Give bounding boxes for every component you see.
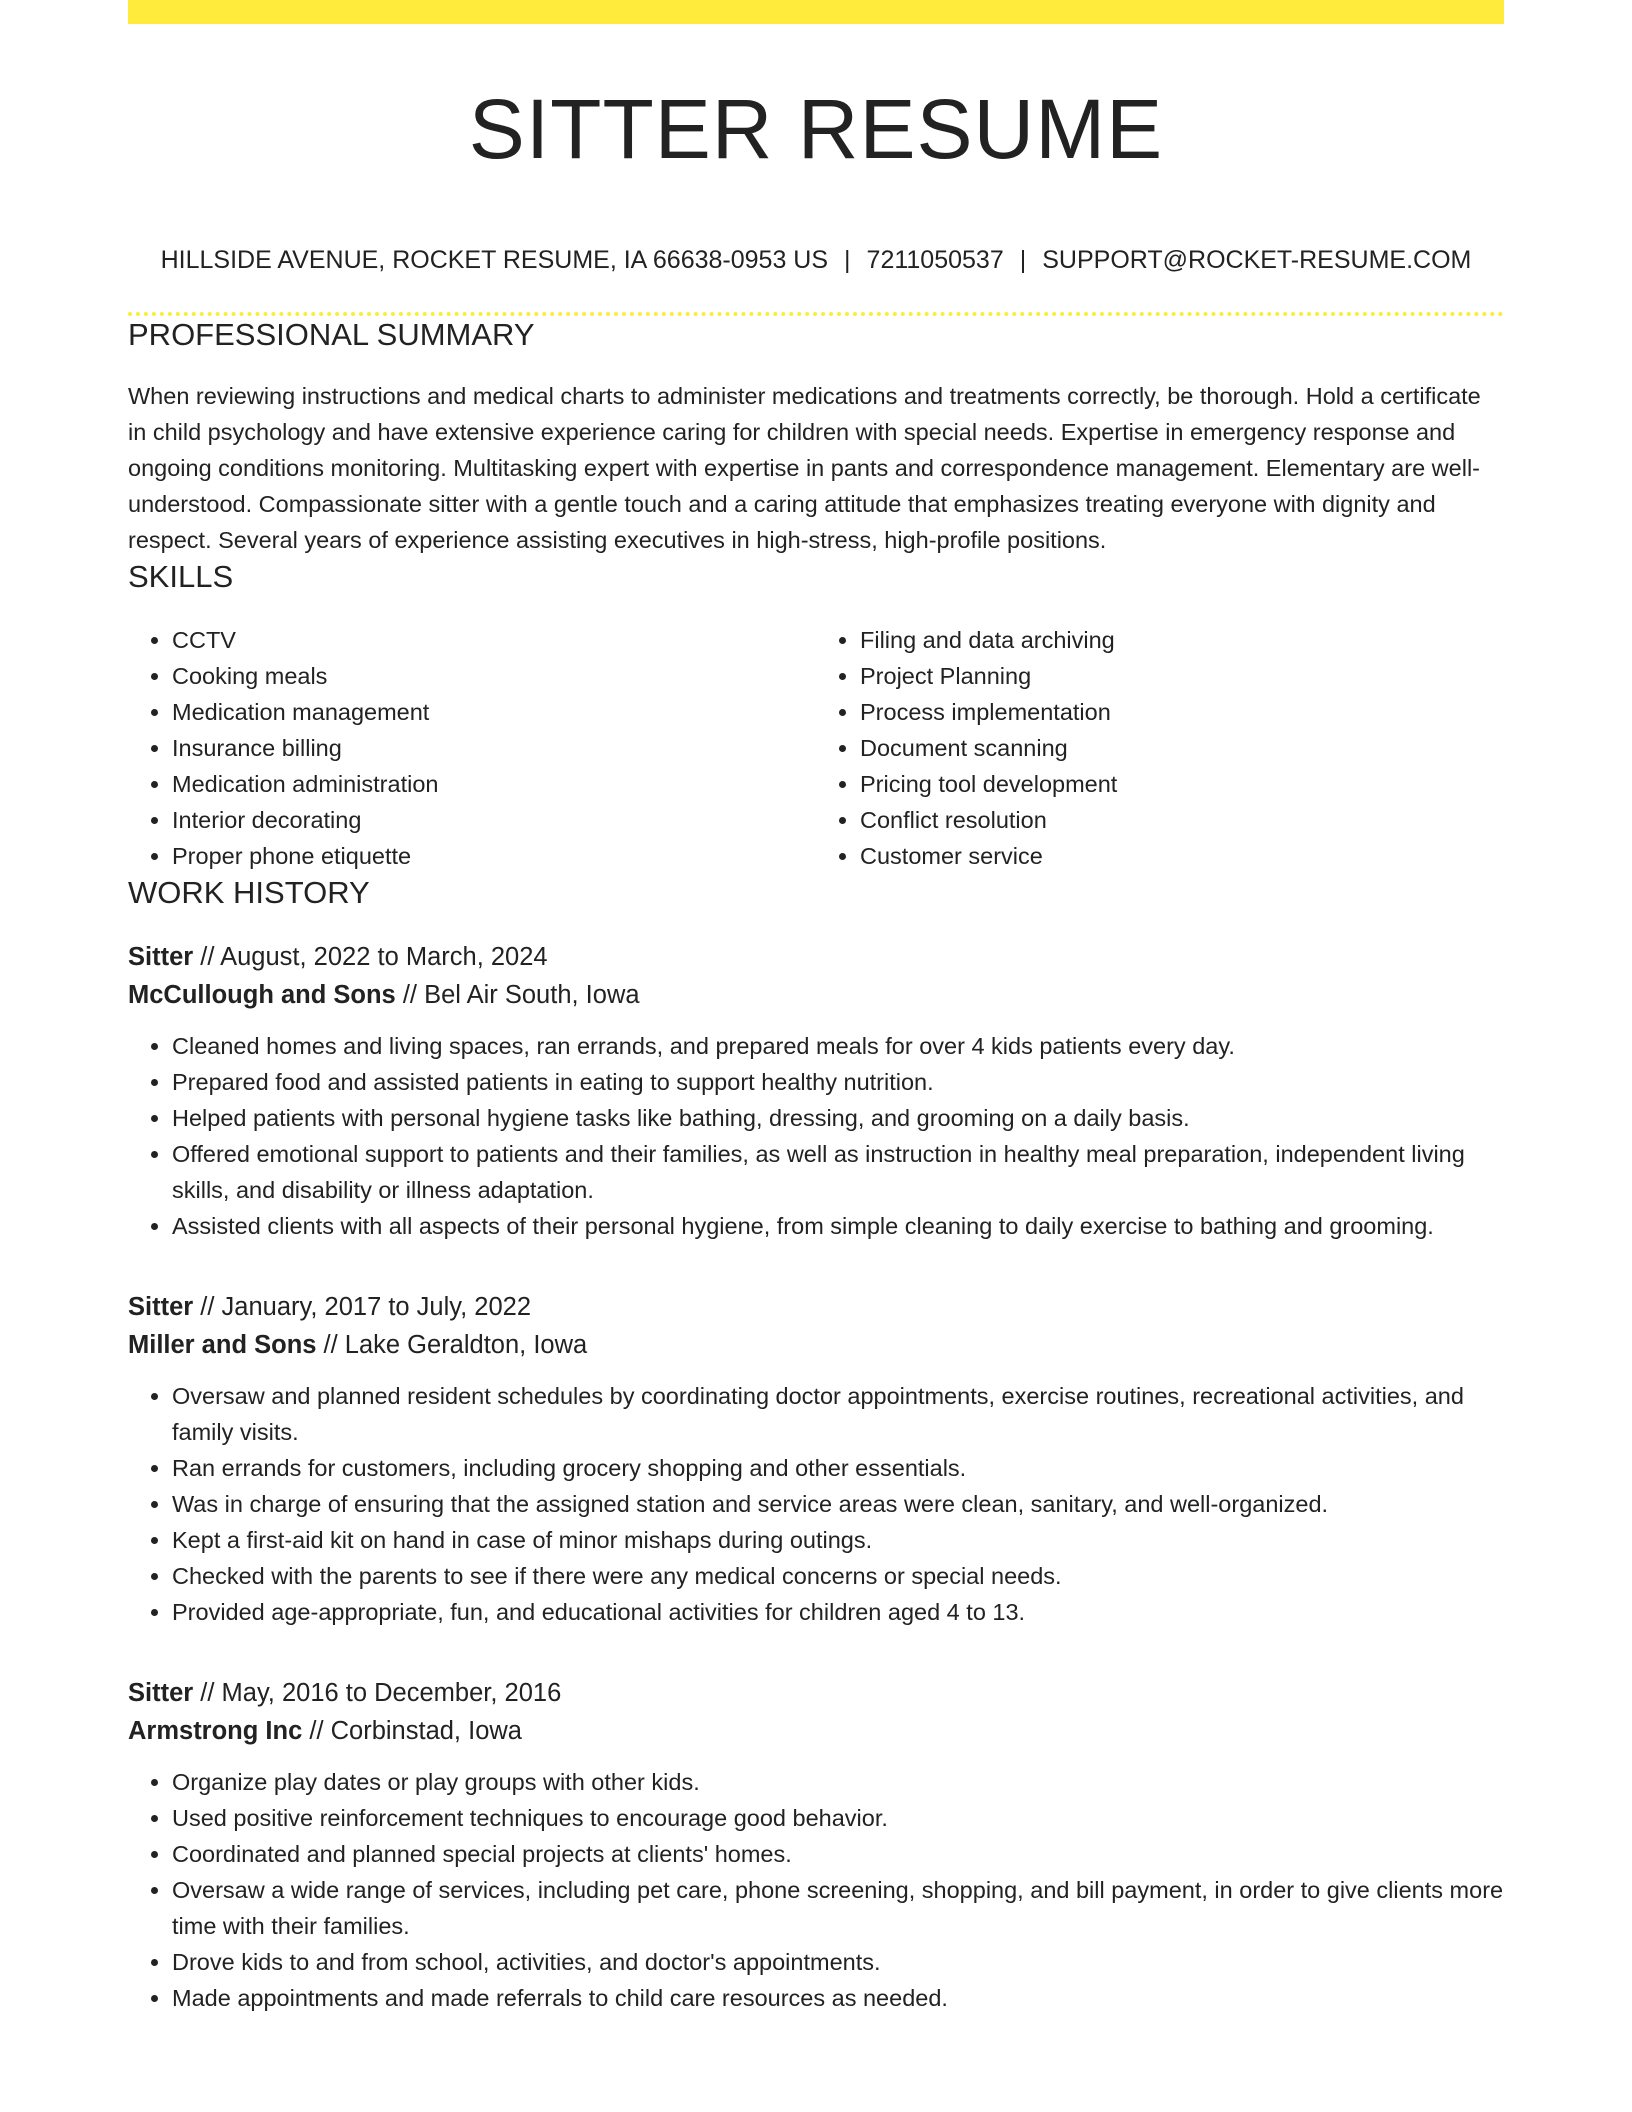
skill-item: • Filing and data archiving bbox=[860, 622, 1504, 658]
job-company: McCullough and Sons bbox=[128, 981, 396, 1009]
skill-item: • Medication administration bbox=[172, 766, 816, 802]
job-bullet: • Assisted clients with all aspects of their personal hygiene, from simple cleaning to daily exercise to bathing and grooming. bbox=[172, 1208, 1504, 1244]
job-entry bbox=[128, 1288, 1504, 1630]
job-location: // Corbinstad, Iowa bbox=[302, 1717, 522, 1745]
job-bullet: • Checked with the parents to see if there were any medical concerns or special needs. bbox=[172, 1558, 1504, 1594]
job-company: Miller and Sons bbox=[128, 1331, 317, 1359]
address: HILLSIDE AVENUE, ROCKET RESUME, IA 66638-0953 US bbox=[160, 246, 829, 274]
skill-item: • Proper phone etiquette bbox=[172, 838, 816, 874]
job-location: // Lake Geraldton, Iowa bbox=[316, 1331, 588, 1359]
summary-heading: PROFESSIONAL SUMMARY bbox=[128, 317, 535, 352]
skill-item: • Medication management bbox=[172, 694, 816, 730]
email: SUPPORT@ROCKET-RESUME.COM bbox=[1042, 246, 1472, 274]
job-company-line bbox=[128, 1326, 1504, 1364]
job-bullet: • Provided age-appropriate, fun, and educational activities for children aged 4 to 13. bbox=[172, 1594, 1504, 1630]
skill-item: • Process implementation bbox=[860, 694, 1504, 730]
skills-heading: SKILLS bbox=[128, 559, 234, 594]
job-bullets bbox=[128, 1378, 1504, 1630]
job-bullet: • Cleaned homes and living spaces, ran errands, and prepared meals for over 4 kids patients every day. bbox=[172, 1028, 1504, 1064]
job-company: Armstrong Inc bbox=[128, 1717, 303, 1745]
resume-title: SITTER RESUME bbox=[468, 82, 1164, 176]
job-location: // Bel Air South, Iowa bbox=[395, 981, 640, 1009]
job-bullets bbox=[128, 1764, 1504, 2016]
job-bullet: • Oversaw and planned resident schedules by coordinating doctor appointments, exercise routines, recreational activities, and family visits. bbox=[172, 1378, 1504, 1450]
skill-item: • Insurance billing bbox=[172, 730, 816, 766]
job-company-line bbox=[128, 976, 1504, 1014]
job-entry bbox=[128, 1674, 1504, 2016]
job-title-line bbox=[128, 1288, 1504, 1326]
summary-text: When reviewing instructions and medical charts to administer medications and treatments correctly, be thorough. Hold a certificate in child psychology and have extensive experience caring for children with special needs. Expertise in emergency response and ongoing conditions monitoring. Multitasking expert with expertise in pants and correspondence management. Elementary are well-understood. Compassionate sitter with a gentle touch and a caring attitude that emphasizes treating everyone with dignity and respect. Several years of experience assisting executives in high-stress, high-profile positions. bbox=[128, 383, 1481, 553]
skill-item: • CCTV bbox=[172, 622, 816, 658]
skills-list-left bbox=[128, 622, 816, 874]
job-dates: // May, 2016 to December, 2016 bbox=[193, 1679, 562, 1707]
skills-columns bbox=[128, 622, 1504, 874]
job-bullet: • Made appointments and made referrals to child care resources as needed. bbox=[172, 1980, 1504, 2016]
separator: | bbox=[844, 246, 851, 274]
job-bullet: • Organize play dates or play groups with other kids. bbox=[172, 1764, 1504, 1800]
job-bullet: • Kept a first-aid kit on hand in case of minor mishaps during outings. bbox=[172, 1522, 1504, 1558]
job-dates: // January, 2017 to July, 2022 bbox=[193, 1293, 532, 1321]
job-bullet: • Coordinated and planned special projects at clients' homes. bbox=[172, 1836, 1504, 1872]
job-bullet: • Ran errands for customers, including grocery shopping and other essentials. bbox=[172, 1450, 1504, 1486]
job-title: Sitter bbox=[128, 1293, 194, 1321]
skill-item: • Cooking meals bbox=[172, 658, 816, 694]
job-dates: // August, 2022 to March, 2024 bbox=[193, 943, 548, 971]
job-title: Sitter bbox=[128, 1679, 194, 1707]
job-company-line bbox=[128, 1712, 1504, 1750]
job-title-line bbox=[128, 938, 1504, 976]
job-bullet: • Prepared food and assisted patients in eating to support healthy nutrition. bbox=[172, 1064, 1504, 1100]
job-title-line bbox=[128, 1674, 1504, 1712]
skill-item: • Project Planning bbox=[860, 658, 1504, 694]
contact-line bbox=[128, 244, 1504, 276]
skill-item: • Document scanning bbox=[860, 730, 1504, 766]
job-entry bbox=[128, 938, 1504, 1244]
job-title: Sitter bbox=[128, 943, 194, 971]
job-bullet: • Drove kids to and from school, activities, and doctor's appointments. bbox=[172, 1944, 1504, 1980]
resume-content bbox=[128, 0, 1504, 2016]
job-bullet: • Was in charge of ensuring that the assigned station and service areas were clean, sanitary, and well-organized. bbox=[172, 1486, 1504, 1522]
job-bullet: • Oversaw a wide range of services, including pet care, phone screening, shopping, and bill payment, in order to give clients more time with their families. bbox=[172, 1872, 1504, 1944]
skill-item: • Conflict resolution bbox=[860, 802, 1504, 838]
separator: | bbox=[1019, 246, 1027, 274]
skill-item: • Customer service bbox=[860, 838, 1504, 874]
skill-item: • Interior decorating bbox=[172, 802, 816, 838]
phone: 7211050537 bbox=[866, 246, 1004, 274]
work-history-heading: WORK HISTORY bbox=[128, 875, 370, 910]
skill-item: • Pricing tool development bbox=[860, 766, 1504, 802]
job-bullet: • Offered emotional support to patients and their families, as well as instruction in healthy meal preparation, independent living skills, and disability or illness adaptation. bbox=[172, 1136, 1504, 1208]
skills-list-right bbox=[816, 622, 1504, 874]
job-bullets bbox=[128, 1028, 1504, 1244]
job-bullet: • Used positive reinforcement techniques to encourage good behavior. bbox=[172, 1800, 1504, 1836]
job-bullet: • Helped patients with personal hygiene tasks like bathing, dressing, and grooming on a daily basis. bbox=[172, 1100, 1504, 1136]
